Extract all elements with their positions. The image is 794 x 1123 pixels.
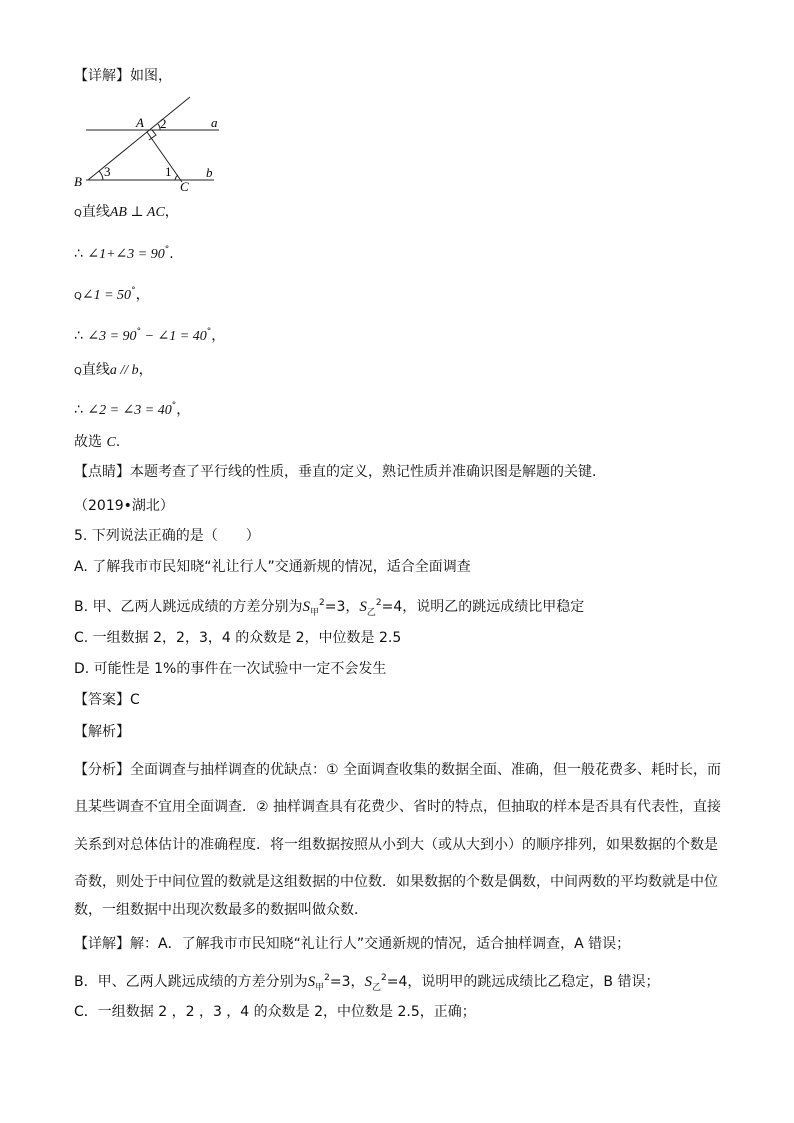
answer-value: C (130, 692, 140, 708)
analysis-line-1 (74, 760, 721, 780)
option-b-value-2: =4，说明乙的跳远成绩比甲稳定 (381, 599, 585, 615)
detail-b-value-1: =3， (329, 974, 365, 990)
subscript-jia: 甲 (310, 607, 320, 618)
detail-a-line (74, 934, 630, 954)
answer-line (74, 690, 140, 710)
step-2-tail: . (169, 246, 174, 262)
analysis-line-5: 数，一组数据中出现次数最多的数据叫做众数． (74, 902, 368, 918)
step-1-math: AB ⊥ AC (109, 205, 165, 220)
option-a: A. 了解我市市民知晓“礼让行人”交通新规的情况，适合全面调查 (74, 559, 471, 575)
comment-header: 【点睛】 (74, 464, 130, 480)
detail-a-text: 解：A．了解我市市民知晓“礼让行人”交通新规的情况，适合抽样调查，A 错误； (130, 936, 631, 952)
detail-label: 【详解】 (74, 936, 130, 952)
step-4-math: ∠3 = 90 (87, 329, 137, 344)
degree-unit: ° (164, 245, 170, 255)
comment-text: 本题考查了平行线的性质，垂直的定义，熟记性质并准确识图是解题的关键. (130, 464, 597, 480)
step-3-tail: ， (135, 287, 150, 303)
detail-b-prefix: B．甲、乙两人跳远成绩的方差分别为 (74, 974, 308, 990)
label-1: 1 (165, 164, 172, 179)
answer-header: 【答案】 (74, 692, 130, 708)
step-5-text: 直线 (81, 362, 110, 378)
variance-symbol: S (359, 599, 367, 615)
step-1-tail: ， (164, 204, 179, 220)
step-2-math: ∠1+∠3 = 90 (87, 247, 165, 262)
detail-c-line: C．一组数据 2 ，2 ，3 ，4 的众数是 2，中位数是 2.5，正确； (74, 1004, 476, 1020)
step-7 (74, 432, 120, 453)
option-b-value-1: =3， (324, 599, 360, 615)
detail-intro: 如图， (130, 68, 172, 84)
step-6-tail: ， (176, 402, 191, 418)
step-5 (74, 360, 153, 382)
angle-1-arc (175, 175, 178, 180)
detail-b-value-2: =4，说明甲的跳远成绩比乙稳定，B 错误； (386, 974, 660, 990)
analysis-text-1: 全面调查与抽样调查的优缺点：① 全面调查收集的数据全面、准确，但一般花费多、耗时长，而 (130, 762, 721, 778)
question-stem: 5. 下列说法正确的是（ ） (74, 528, 260, 544)
therefore-symbol: ∴ (74, 402, 83, 418)
step-6 (74, 396, 190, 421)
square-exponent: 2 (324, 973, 330, 983)
detail-b-line (74, 968, 659, 998)
label-C: C (180, 179, 189, 194)
step-7-math: C (106, 435, 116, 450)
step-5-tail: ， (138, 362, 153, 378)
label-B: B (74, 174, 82, 189)
detail-header: 【详解】 (74, 68, 130, 84)
step-3-math: ∠1 = 50 (81, 288, 132, 303)
option-b-prefix: B. 甲、乙两人跳远成绩的方差分别为 (74, 599, 303, 615)
analysis-line-3: 关系到对总体估计的准确程度．将一组数据按照从小到大（或从大到小）的顺序排列，如果数据的个数是 (74, 837, 718, 853)
analysis-line-4: 奇数，则处于中间位置的数就是这组数据的中位数．如果数据的个数是偶数，中间两数的平均数就是中位 (74, 874, 718, 890)
label-2: 2 (160, 116, 167, 131)
step-1 (74, 202, 179, 224)
analysis-label: 【分析】 (74, 762, 130, 778)
subscript-yi: 乙 (366, 607, 376, 618)
subscript-yi: 乙 (372, 982, 382, 993)
step-7-tail: . (115, 434, 121, 450)
analysis-line-2: 且某些调查不宜用全面调查．② 抽样调查具有花费少、省时的特点，但抽取的样本是否具有代表性，直接 (74, 799, 721, 815)
analysis-header: 【解析】 (74, 724, 130, 740)
step-1-text: 直线 (81, 204, 110, 220)
step-5-math: a // b (109, 363, 139, 378)
degree-unit: ° (131, 286, 136, 296)
step-7-text: 故选 (74, 434, 107, 450)
angle-3-arc (99, 171, 103, 180)
variance-symbol: S (302, 599, 311, 615)
step-3 (74, 281, 150, 307)
label-a: a (211, 115, 218, 130)
option-d: D. 可能性是 1%的事件在一次试验中一定不会发生 (74, 661, 387, 677)
question-source: （2019•湖北） (74, 498, 174, 514)
variance-symbol: S (307, 974, 316, 990)
square-exponent: 2 (381, 973, 387, 983)
degree-unit: ° (136, 327, 142, 337)
option-b (74, 593, 584, 623)
variance-symbol: S (364, 974, 372, 990)
step-2 (74, 240, 174, 265)
subscript-jia: 甲 (315, 982, 325, 993)
step-4-math-mid: − ∠1 = 40 (141, 329, 207, 344)
comment-line (74, 462, 596, 482)
label-b: b (206, 165, 213, 180)
because-symbol: Q (74, 291, 82, 302)
because-symbol: Q (74, 366, 82, 377)
because-symbol: Q (74, 208, 82, 219)
degree-unit: ° (171, 401, 177, 411)
step-4-tail: ， (211, 328, 226, 344)
step-4 (74, 322, 225, 347)
right-angle-mark (149, 130, 156, 140)
square-exponent: 2 (375, 598, 382, 608)
geometry-figure (74, 90, 234, 195)
option-c: C. 一组数据 2，2，3，4 的众数是 2，中位数是 2.5 (74, 630, 402, 646)
label-A: A (136, 115, 144, 130)
therefore-symbol: ∴ (74, 246, 83, 262)
detail-intro-line (74, 66, 172, 86)
degree-unit: ° (206, 327, 212, 337)
square-exponent: 2 (319, 598, 325, 608)
step-6-math: ∠2 = ∠3 = 40 (87, 403, 172, 418)
therefore-symbol: ∴ (74, 328, 83, 344)
label-3: 3 (104, 164, 111, 179)
